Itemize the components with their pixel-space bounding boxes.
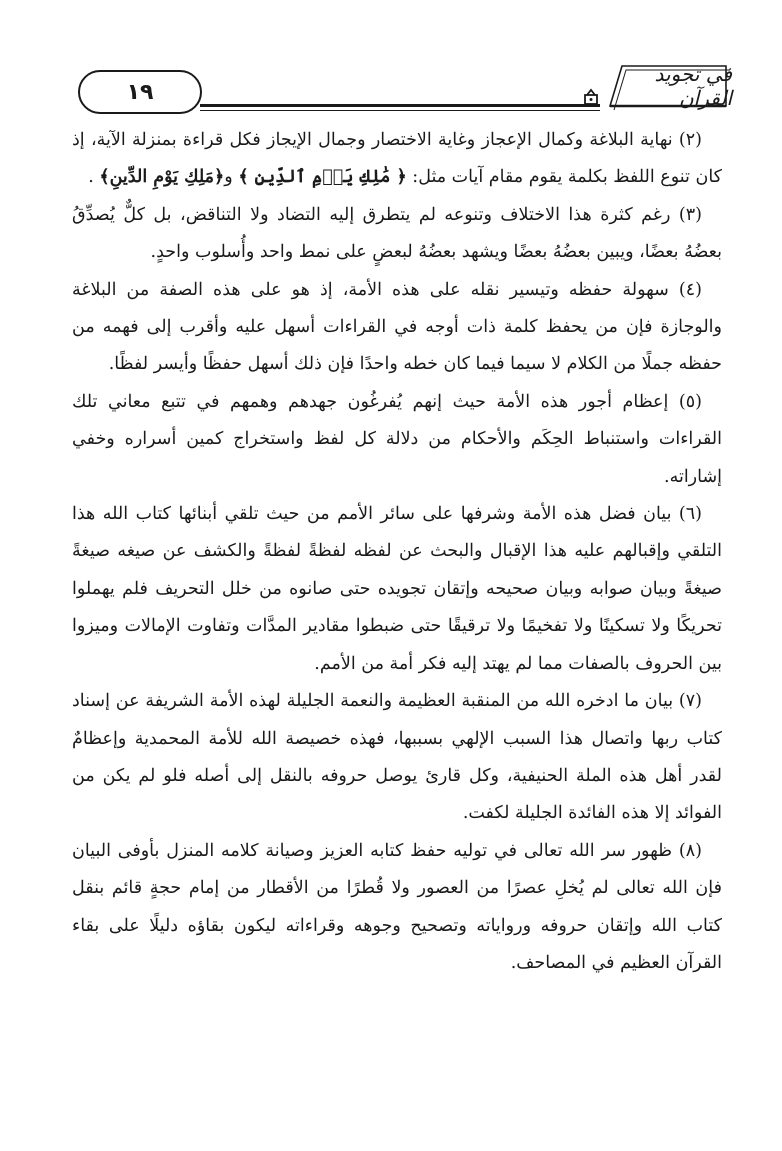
quran-quote-2: ﴿مَلِكِ يَوْمِ الدِّينِ﴾	[99, 167, 225, 188]
header-divider-thin	[200, 110, 600, 111]
page-number: ١٩	[126, 79, 154, 105]
quran-quote-1: ﴿ مَٰلِكِ يَوۡمِ ٱلدِّينِ ﴾	[238, 167, 407, 188]
running-title: في تجويد القرآن	[654, 62, 732, 110]
header-divider-thick	[200, 104, 600, 107]
paragraph-6: (٦) بيان فضل هذه الأمة وشرفها على سائر الأمم من حيث تلقي أبنائها كتاب الله هذا التلقي وإقبالهم عليه هذا الإقبال والبحث عن لفظه لفظةً لفظةً والكشف عن صيغه صيغةً صيغةً وبيان صوابه وبيان صحيحه وإتقان تجويده حتى صانوه من خلل التحريف فلم يهملوا تحريكًا ولا تسكينًا ولا تفخيمًا ولا ترقيقًا حتى ضبطوا مقادير المدَّات وتفاوت الإمالات وميزوا بين الحروف بالصفات مما لم يهتد إليه فكر أمة من الأمم.	[72, 504, 722, 674]
ornament-icon	[582, 88, 600, 106]
page-header	[68, 58, 732, 120]
page-body	[72, 122, 722, 982]
paragraph-2-text: (٢) نهاية البلاغة وكمال الإعجاز وغاية الاختصار وجمال الإيجاز فكل قراءة بمنزلة الآية، إذ كان تنوع اللفظ بكلمة يقوم مقام آيات مثل:	[72, 130, 722, 188]
paragraph-7: (٧) بيان ما ادخره الله من المنقبة العظيمة والنعمة الجليلة لهذه الأمة الشريفة عن إسناد كتاب ربها واتصال هذا السبب الإلهي بسببها، فهذه خصيصة الله للأمة المحمدية وإعظامٌ لقدر أهل هذه الملة الحنيفية، وكل قارئ يوصل حروفه بالنقل إلى أصله فلو لم يكن من الفوائد إلا هذه الفائدة الجليلة لكفت.	[72, 691, 722, 824]
paragraph-2-end: .	[88, 167, 100, 188]
paragraph-2	[72, 122, 722, 197]
paragraph-5: (٥) إعظام أجور هذه الأمة حيث إنهم يُفرغُون جهدهم وهمهم في تتبع معاني تلك القراءات واستنباط الحِكَم والأحكام من دلالة كل لفظ واستخراج كمين أسراره وخفي إشاراته.	[72, 391, 722, 487]
paragraph-4: (٤) سهولة حفظه وتيسير نقله على هذه الأمة، إذ هو على هذه الصفة من البلاغة والوجازة فإن من يحفظ كلمة ذات أوجه في القراءات أسهل عليه وأقرب إلى فهمه من حفظه جملًا من الكلام لا سيما فيما كان خطه واحدًا فإن ذلك أسهل حفظًا وأيسر لفظًا.	[72, 279, 722, 375]
paragraph-2-connector: و	[224, 167, 239, 188]
page-number-badge	[78, 70, 202, 114]
running-title-box	[604, 60, 732, 112]
paragraph-8: (٨) ظهور سر الله تعالى في توليه حفظ كتابه العزيز وصيانة كلامه المنزل بأوفى البيان فإن الله تعالى لم يُخلِ عصرًا من العصور ولا قُطرًا من الأقطار من إمام حجةٍ قائم بنقل كتاب الله وإتقان حروفه ورواياته وتصحيح وجوهه وقراءاته ليكون بقاؤه دليلًا على بقاء القرآن العظيم في المصاحف.	[72, 840, 722, 973]
paragraph-3: (٣) رغم كثرة هذا الاختلاف وتنوعه لم يتطرق إليه التضاد ولا التناقض، بل كلٌّ يُصدِّقُ بعضُهُ بعضًا، ويبين بعضُهُ بعضًا ويشهد بعضُهُ لبعضٍ على نمط واحد وأُسلوب واحدٍ.	[72, 204, 722, 263]
